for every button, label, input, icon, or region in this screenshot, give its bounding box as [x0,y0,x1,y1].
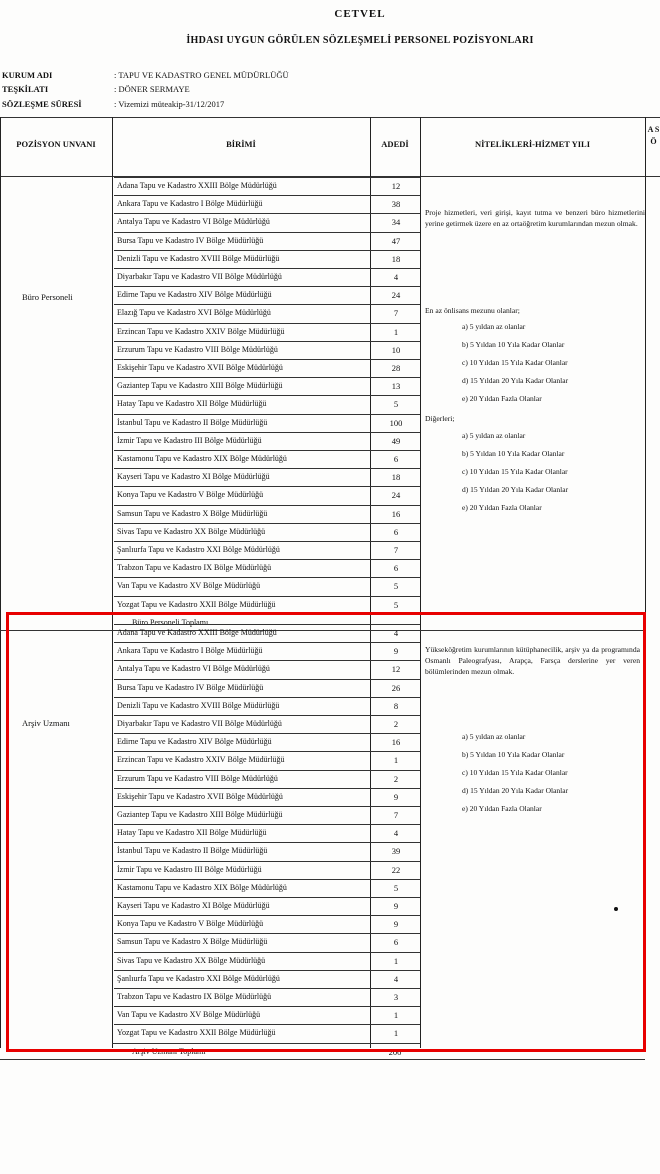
unit-count: 28 [391,363,401,373]
service-year-option: a) 5 yıldan az olanlar [462,431,526,440]
meta-label: KURUM ADI [2,70,53,80]
meta-value: : TAPU VE KADASTRO GENEL MÜDÜRLÜĞÜ [114,70,289,80]
meta-label: SÖZLEŞME SÜRESİ [2,99,82,109]
unit-count: 9 [393,901,399,911]
unit-name: Şanlıurfa Tapu ve Kadastro XXI Bölge Müdürlüğü [117,545,280,554]
unit-name: İstanbul Tapu ve Kadastro II Bölge Müdürlüğü [117,846,268,856]
group-total-label: Arşiv Uzmanı Toplamı [132,1046,206,1056]
unit-name: Sivas Tapu ve Kadastro XX Bölge Müdürlüğü [117,955,266,965]
qualification-heading: Diğerleri; [425,414,455,423]
service-year-option: c) 10 Yıldan 15 Yıla Kadar Olanlar [462,358,568,367]
unit-count: 9 [393,791,399,802]
qualification-text: Proje hizmetleri, veri girişi, kayıt tutma ve benzeri büro hizmetlerini yerine getirmek üzere en az ortaöğretim kurumlarından mezun olmak. [425,208,645,228]
unit-name: Ankara Tapu ve Kadastro I Bölge Müdürlüğü [117,199,263,209]
meta-kurum [2,70,289,80]
unit-name: Kayseri Tapu ve Kadastro XI Bölge Müdürlüğü [117,901,270,910]
unit-name: Kastamonu Tapu ve Kadastro XIX Bölge Müdürlüğü [117,882,287,892]
unit-name: Edirne Tapu ve Kadastro XIV Bölge Müdürlüğü [117,290,272,300]
unit-name: İzmir Tapu ve Kadastro III Bölge Müdürlüğü [117,864,262,874]
unit-name: İstanbul Tapu ve Kadastro II Bölge Müdürlüğü [117,417,268,427]
unit-count: 2 [393,773,399,784]
table-row [114,232,420,251]
unit-count: 4 [393,973,399,984]
header-count: ADEDİ [381,139,409,149]
unit-name: Denizli Tapu ve Kadastro XVIII Bölge Müdürlüğü [117,253,280,263]
table-row [114,323,420,342]
unit-count: 49 [391,435,401,446]
unit-count: 1 [393,955,399,966]
unit-count: 6 [393,454,399,464]
table-row [114,505,420,524]
service-year-option: c) 10 Yıldan 15 Yıla Kadar Olanlar [462,768,568,777]
unit-count: 22 [391,864,401,875]
unit-name: Denizli Tapu ve Kadastro XVIII Bölge Müdürlüğü [117,700,280,710]
unit-count: 4 [393,828,399,839]
unit-count: 5 [393,599,399,610]
unit-count: 12 [391,664,401,675]
unit-name: Erzurum Tapu ve Kadastro VIII Bölge Müdürlüğü [117,344,278,354]
table-row [114,432,420,451]
group-bottom-border [0,1059,645,1060]
qualification-text: Yükseköğretim kurumlarının kütüphanecilik, arşiv ya da programında Osmanlı Paleografyası, Arapça, Farsça derslerine yer veren bölümlerinden mezun olmak. [425,645,640,676]
unit-name: Hatay Tapu ve Kadastro XII Bölge Müdürlüğü [117,828,267,838]
group-total-label: Büro Personeli Toplamı [132,617,209,627]
unit-name: Yozgat Tapu ve Kadastro XXII Bölge Müdürlüğü [117,1028,276,1038]
table-row [114,450,420,469]
qualification-heading: En az önlisans mezunu olanlar; [425,306,520,315]
unit-name: Kastamonu Tapu ve Kadastro XIX Bölge Müdürlüğü [117,454,287,463]
unit-count: 1 [393,755,399,766]
unit-name: Bursa Tapu ve Kadastro IV Bölge Müdürlüğü [117,235,264,245]
table-row [114,577,420,596]
unit-count: 7 [393,308,399,319]
table-row [114,486,420,505]
unit-count: 18 [391,253,401,264]
unit-count: 1 [393,326,399,337]
unit-count: 7 [393,545,399,555]
unit-count: 6 [393,563,399,574]
unit-count: 3 [393,992,399,1002]
unit-name: Antalya Tapu ve Kadastro VI Bölge Müdürlüğü [117,217,270,227]
unit-name: Bursa Tapu ve Kadastro IV Bölge Müdürlüğü [117,682,264,692]
table-row [114,468,420,487]
unit-name: Ankara Tapu ve Kadastro I Bölge Müdürlüğü [117,646,263,656]
unit-name: Gaziantep Tapu ve Kadastro XIII Bölge Müdürlüğü [117,810,283,819]
table-row [114,395,420,414]
table-row [114,304,420,323]
service-year-option: a) 5 yıldan az olanlar [462,322,526,331]
service-year-option: a) 5 yıldan az olanlar [462,732,526,741]
table-row [114,559,420,578]
unit-count: 2 [393,719,399,729]
unit-name: Edirne Tapu ve Kadastro XIV Bölge Müdürlüğü [117,737,272,747]
unit-count: 100 [389,417,403,428]
unit-name: Van Tapu ve Kadastro XV Bölge Müdürlüğü [117,1010,261,1020]
table-row [114,268,420,287]
unit-name: Antalya Tapu ve Kadastro VI Bölge Müdürlüğü [117,664,270,674]
service-year-option: b) 5 Yıldan 10 Yıla Kadar Olanlar [462,750,565,759]
unit-name: Kayseri Tapu ve Kadastro XI Bölge Müdürlüğü [117,472,270,482]
unit-name: Samsun Tapu ve Kadastro X Bölge Müdürlüğü [117,508,268,518]
unit-count: 39 [391,846,401,857]
table-row [114,177,420,196]
table-row [114,523,420,542]
header-unit: BİRİMİ [226,139,256,149]
meta-sozlesme [2,99,224,109]
unit-count: 4 [393,272,399,282]
unit-count: 24 [391,490,401,501]
unit-count: 16 [391,508,401,519]
position-title: Arşiv Uzmanı [22,718,70,728]
document-subtitle: İHDASI UYGUN GÖRÜLEN SÖZLEŞMELİ PERSONEL POZİSYONLARI [186,35,534,46]
unit-count: 34 [391,217,401,228]
unit-name: Diyarbakır Tapu ve Kadastro VII Bölge Müdürlüğü [117,272,282,281]
unit-count: 12 [391,181,401,191]
table-row [114,414,420,433]
unit-count: 24 [391,290,401,301]
highlight-box [6,612,646,1052]
unit-name: Yozgat Tapu ve Kadastro XXII Bölge Müdürlüğü [117,599,276,609]
meta-value: : Vizemizi müteakip-31/12/2017 [114,99,225,109]
table-top-border [0,117,660,118]
unit-name: Erzurum Tapu ve Kadastro VIII Bölge Müdürlüğü [117,773,278,783]
table-row [114,377,420,396]
unit-count: 18 [391,472,401,483]
unit-name: Adana Tapu ve Kadastro XXIII Bölge Müdürlüğü [117,181,277,190]
unit-count: 7 [393,810,399,820]
service-year-option: e) 20 Yıldan Fazla Olanlar [462,503,542,512]
unit-name: Trabzon Tapu ve Kadastro IX Bölge Müdürlüğü [117,563,272,573]
service-year-option: d) 15 Yıldan 20 Yıla Kadar Olanlar [462,485,569,494]
unit-name: Diyarbakır Tapu ve Kadastro VII Bölge Müdürlüğü [117,719,282,728]
table-row [114,213,420,232]
unit-count: 8 [393,700,399,711]
unit-count: 9 [393,919,399,930]
unit-name: Erzincan Tapu ve Kadastro XXIV Bölge Müdürlüğü [117,755,285,765]
unit-count: 5 [393,882,399,893]
unit-count: 4 [393,628,399,638]
unit-count: 9 [393,646,399,657]
table-row [114,359,420,378]
service-year-option: b) 5 Yıldan 10 Yıla Kadar Olanlar [462,340,565,349]
table-row [114,195,420,214]
position-title: Büro Personeli [22,292,73,302]
meta-value: : DÖNER SERMAYE [114,84,190,94]
unit-name: Eskişehir Tapu ve Kadastro XVII Bölge Müdürlüğü [117,791,283,801]
unit-count: 1 [393,1010,399,1021]
service-year-option: b) 5 Yıldan 10 Yıla Kadar Olanlar [462,449,565,458]
unit-count: 6 [393,937,399,948]
unit-count: 38 [391,199,401,210]
unit-count: 5 [393,399,399,410]
unit-name: Adana Tapu ve Kadastro XXIII Bölge Müdürlüğü [117,628,277,637]
unit-name: Erzincan Tapu ve Kadastro XXIV Bölge Müdürlüğü [117,326,285,336]
table-row [114,541,420,560]
unit-count: 1 [393,1028,399,1039]
unit-count: 5 [393,581,399,592]
table-row [114,341,420,360]
unit-count: 26 [391,682,401,693]
unit-count: 16 [391,737,401,748]
service-year-option: d) 15 Yıldan 20 Yıla Kadar Olanlar [462,376,569,385]
unit-name: Hatay Tapu ve Kadastro XII Bölge Müdürlüğü [117,399,267,409]
ink-dot [614,907,618,911]
service-year-option: c) 10 Yıldan 15 Yıla Kadar Olanlar [462,467,568,476]
unit-name: Konya Tapu ve Kadastro V Bölge Müdürlüğü [117,919,264,929]
service-year-option: e) 20 Yıldan Fazla Olanlar [462,394,542,403]
service-year-option: e) 20 Yıldan Fazla Olanlar [462,804,542,813]
unit-count: 10 [391,344,401,355]
unit-name: Şanlıurfa Tapu ve Kadastro XXI Bölge Müdürlüğü [117,973,280,983]
document-title: CETVEL [334,8,386,20]
unit-count: 6 [393,526,399,537]
meta-label: TEŞKİLATI [2,84,49,94]
header-position: POZİSYON UNVANI [16,139,96,149]
table-row [114,286,420,305]
header-qualifications: NİTELİKLERİ-HİZMET YILI [474,139,591,149]
unit-name: Gaziantep Tapu ve Kadastro XIII Bölge Müdürlüğü [117,381,283,391]
unit-name: Van Tapu ve Kadastro XV Bölge Müdürlüğü [117,581,261,591]
header-extra: A S Ö [647,125,660,146]
unit-name: Elazığ Tapu ve Kadastro XVI Bölge Müdürlüğü [117,308,271,318]
unit-count: 47 [391,235,401,246]
service-year-option: d) 15 Yıldan 20 Yıla Kadar Olanlar [462,786,569,795]
unit-name: Eskişehir Tapu ve Kadastro XVII Bölge Müdürlüğü [117,363,283,372]
unit-name: Samsun Tapu ve Kadastro X Bölge Müdürlüğü [117,937,268,947]
unit-name: Sivas Tapu ve Kadastro XX Bölge Müdürlüğü [117,526,266,536]
group-total-value: 200 [388,1046,402,1057]
unit-count: 13 [391,381,401,392]
unit-name: Trabzon Tapu ve Kadastro IX Bölge Müdürlüğü [117,992,272,1001]
table-row [114,250,420,269]
meta-teskilat [2,84,190,94]
unit-name: Konya Tapu ve Kadastro V Bölge Müdürlüğü [117,490,264,500]
unit-name: İzmir Tapu ve Kadastro III Bölge Müdürlüğü [117,435,262,445]
column-divider [0,117,1,1048]
